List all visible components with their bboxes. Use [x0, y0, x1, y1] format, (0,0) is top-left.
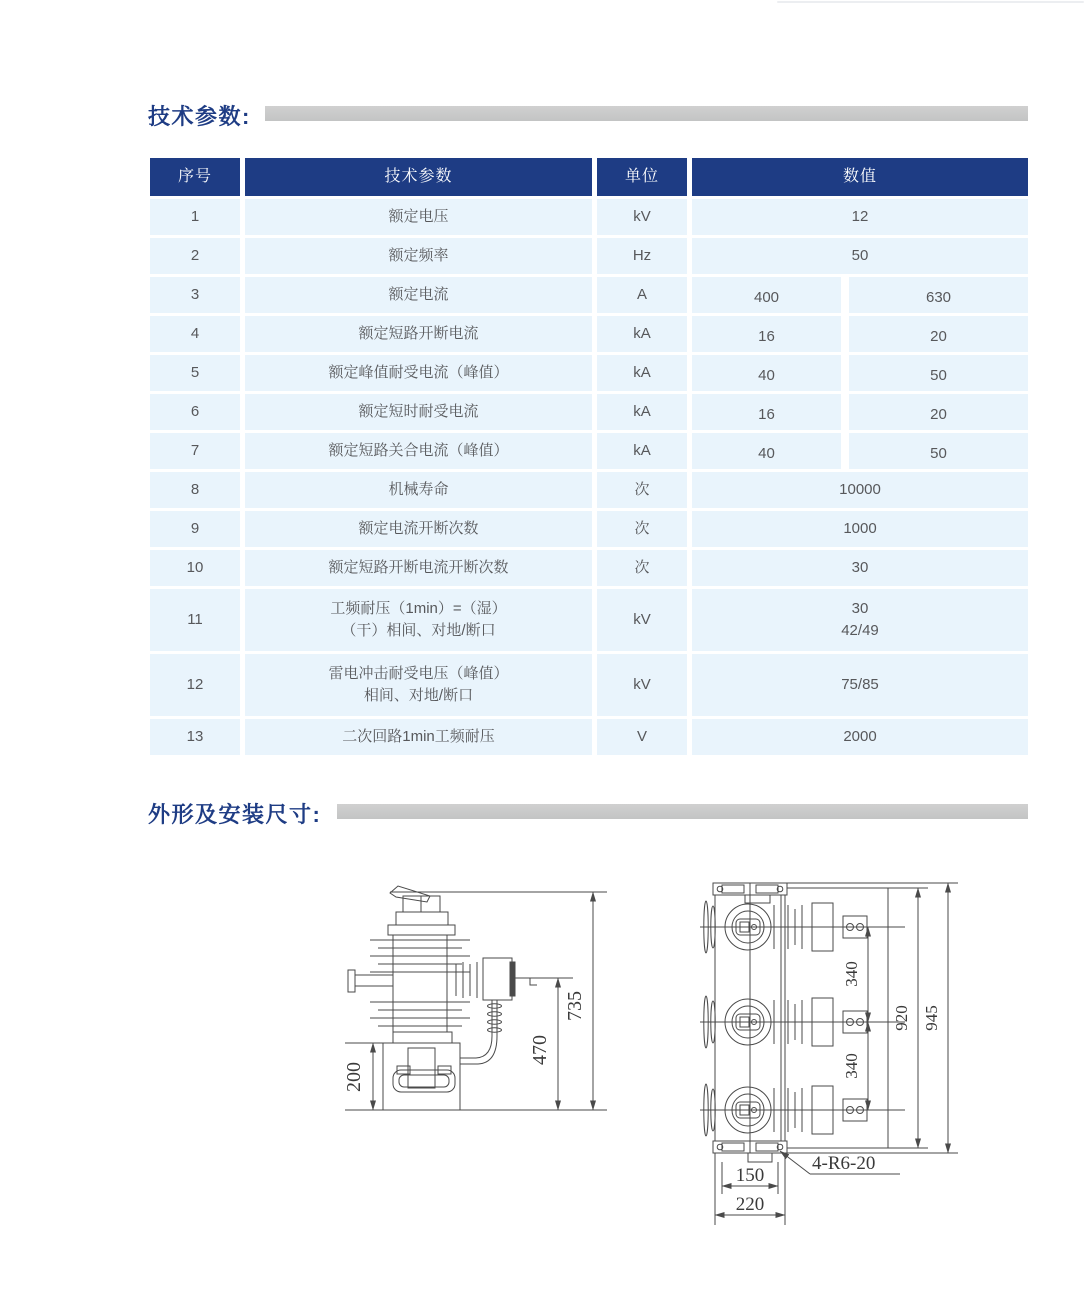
- table-row: [150, 472, 1028, 508]
- cell-value-400-variant: 40: [692, 433, 841, 469]
- page-top-divider: [777, 1, 1084, 3]
- cell-value: 50: [692, 238, 1028, 274]
- cell-parameter: 额定短路开断电流: [245, 316, 592, 352]
- section-title-dimensions: 外形及安装尺寸:: [148, 802, 322, 827]
- cell-no: 8: [150, 472, 240, 508]
- cell-unit: kA: [597, 394, 687, 430]
- table-row: [150, 394, 1028, 430]
- pole-assembly-3: [700, 1084, 905, 1136]
- cell-value: 1000: [692, 511, 1028, 547]
- cell-parameter: 工频耐压（1min）=（湿） （干）相间、对地/断口: [245, 589, 592, 651]
- cell-unit: 次: [597, 550, 687, 586]
- cell-unit: kA: [597, 316, 687, 352]
- dim-220: 220: [735, 1194, 765, 1215]
- cell-no: 12: [150, 654, 240, 716]
- cell-no: 13: [150, 719, 240, 755]
- table-row: [150, 199, 1028, 235]
- spec-table: [150, 158, 1028, 755]
- cell-unit: kA: [597, 355, 687, 391]
- cell-value-split: [692, 394, 1028, 430]
- cell-parameter: 机械寿命: [245, 472, 592, 508]
- cell-value-split: [692, 355, 1028, 391]
- section-title-technical-parameters: 技术参数:: [148, 104, 251, 129]
- pole-assembly-2: [700, 996, 905, 1048]
- cell-value: 10000: [692, 472, 1028, 508]
- header-unit: 单位: [597, 158, 687, 196]
- breaker-side-view-drawing: [340, 878, 612, 1140]
- side-view-dimensions: [343, 892, 593, 1110]
- cell-value: 2000: [692, 719, 1028, 755]
- cell-no: 7: [150, 433, 240, 469]
- cell-unit: kV: [597, 589, 687, 651]
- table-row: [150, 511, 1028, 547]
- cell-value-split: [692, 433, 1028, 469]
- cell-value: 30: [692, 550, 1028, 586]
- cell-value-400-variant: 16: [692, 316, 841, 352]
- cell-unit: kV: [597, 199, 687, 235]
- cell-unit: 次: [597, 472, 687, 508]
- table-row: [150, 277, 1028, 313]
- cell-unit: V: [597, 719, 687, 755]
- cell-parameter: 雷电冲击耐受电压（峰值） 相间、对地/断口: [245, 654, 592, 716]
- side-terminal-box: [483, 958, 512, 1000]
- table-row: [150, 719, 1028, 755]
- table-row: [150, 355, 1028, 391]
- cell-parameter: 额定电压: [245, 199, 592, 235]
- cell-unit: Hz: [597, 238, 687, 274]
- cell-no: 10: [150, 550, 240, 586]
- cell-no: 4: [150, 316, 240, 352]
- dim-920: 920: [892, 1005, 911, 1031]
- table-row: [150, 238, 1028, 274]
- mechanism-base-box: [383, 1043, 460, 1110]
- table-row: [150, 589, 1028, 651]
- cell-parameter: 额定频率: [245, 238, 592, 274]
- cell-unit: A: [597, 277, 687, 313]
- table-row: [150, 316, 1028, 352]
- frame-and-poles: [700, 883, 905, 1162]
- cell-value-400-variant: 40: [692, 355, 841, 391]
- hook-lever: [390, 886, 430, 902]
- table-header-row: [150, 158, 1028, 196]
- section-title-bar-2: [337, 804, 1028, 819]
- header-parameter: 技术参数: [245, 158, 592, 196]
- header-no: 序号: [150, 158, 240, 196]
- cell-unit: 次: [597, 511, 687, 547]
- cell-value-630-variant: 630: [849, 277, 1028, 313]
- cell-no: 6: [150, 394, 240, 430]
- cell-no: 5: [150, 355, 240, 391]
- cell-value-630-variant: 50: [849, 355, 1028, 391]
- cell-no: 2: [150, 238, 240, 274]
- dim-200: 200: [343, 1062, 365, 1092]
- cell-no: 9: [150, 511, 240, 547]
- cell-value-400-variant: 16: [692, 394, 841, 430]
- cell-parameter: 额定电流: [245, 277, 592, 313]
- cell-unit: kA: [597, 433, 687, 469]
- section-title-bar: [265, 106, 1028, 121]
- dim-340-b: 340: [842, 1053, 861, 1079]
- cell-value-split: [692, 316, 1028, 352]
- cell-parameter: 额定短时耐受电流: [245, 394, 592, 430]
- cell-no: 11: [150, 589, 240, 651]
- header-value: 数值: [692, 158, 1028, 196]
- dim-150: 150: [735, 1165, 765, 1186]
- cell-value-split: [692, 277, 1028, 313]
- cell-parameter: 二次回路1min工频耐压: [245, 719, 592, 755]
- cell-value: 75/85: [692, 654, 1028, 716]
- cell-value-400-variant: 400: [692, 277, 841, 313]
- dim-340-a: 340: [842, 961, 861, 987]
- top-view-dimensions: [715, 883, 958, 1225]
- table-row: [150, 654, 1028, 716]
- cell-value: 30 42/49: [692, 589, 1028, 651]
- table-row: [150, 550, 1028, 586]
- dim-945: 945: [922, 1005, 941, 1031]
- cell-value-630-variant: 50: [849, 433, 1028, 469]
- cell-unit: kV: [597, 654, 687, 716]
- cell-no: 3: [150, 277, 240, 313]
- cell-parameter: 额定电流开断次数: [245, 511, 592, 547]
- cell-value-630-variant: 20: [849, 316, 1028, 352]
- cell-value: 12: [692, 199, 1028, 235]
- hole-spec-label: 4-R6-20: [812, 1153, 876, 1174]
- cell-value-630-variant: 20: [849, 394, 1028, 430]
- dim-735: 735: [564, 991, 586, 1021]
- table-row: [150, 433, 1028, 469]
- dim-470: 470: [529, 1035, 551, 1065]
- cell-parameter: 额定短路开断电流开断次数: [245, 550, 592, 586]
- breaker-top-view-drawing: [700, 878, 1000, 1233]
- pole-assembly-1: [700, 901, 905, 953]
- cell-parameter: 额定峰值耐受电流（峰值）: [245, 355, 592, 391]
- cell-no: 1: [150, 199, 240, 235]
- cell-parameter: 额定短路关合电流（峰值）: [245, 433, 592, 469]
